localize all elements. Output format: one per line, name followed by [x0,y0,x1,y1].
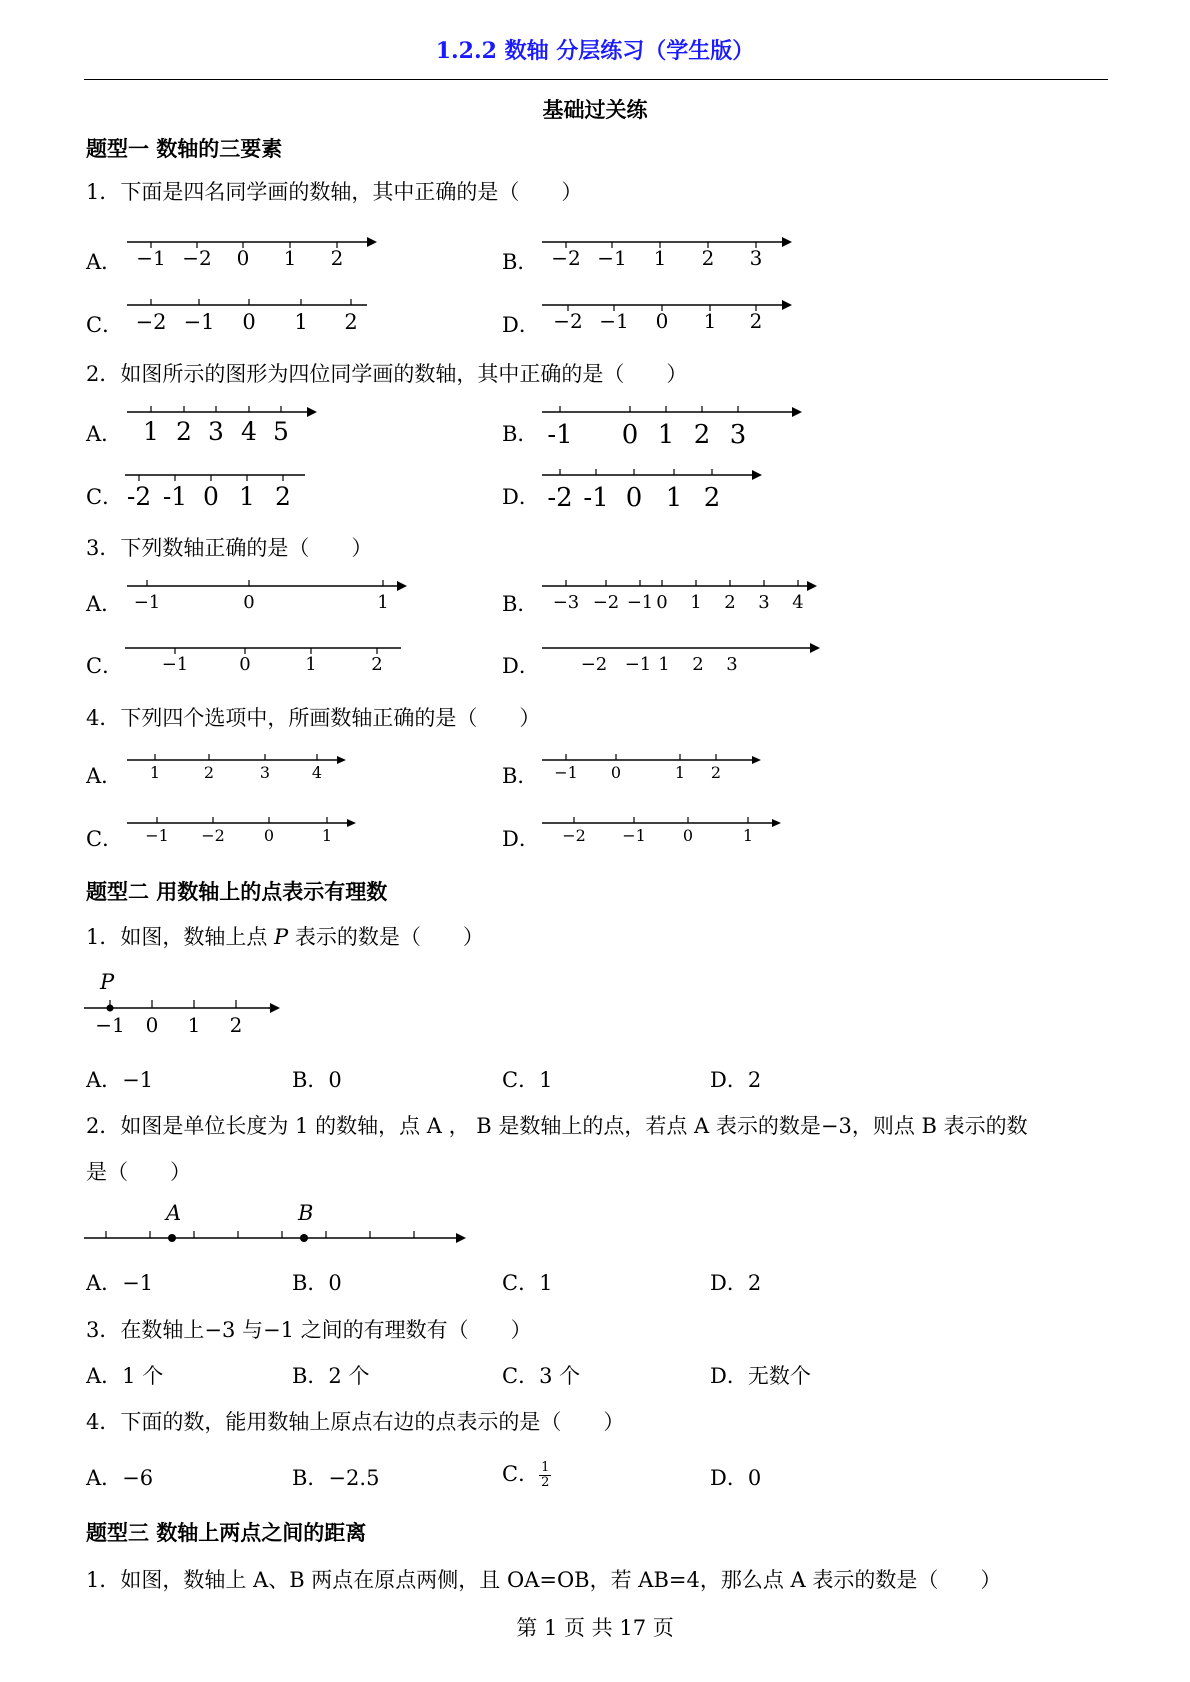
tick-label: 0 [621,420,639,450]
tick-label: −2 [562,826,586,845]
t1-q3-a-numberline [115,574,415,618]
tick-label: 3 [726,654,738,675]
t1-q1-a-numberline [115,230,375,276]
fraction-numerator: 1 [541,1460,550,1475]
t2-q3-option-b: B．2 个 [292,1364,370,1388]
tick-label: −1 [626,592,654,613]
t2-q2-option-d: D．2 [710,1271,762,1295]
tick-label: 3 [208,417,224,446]
tick-label: 2 [693,420,711,450]
section-heading: 基础过关练 [542,97,648,122]
tick-label: 0 [625,483,643,513]
tick-label: -1 [583,483,609,513]
t1-q3-text: 3．下列数轴正确的是（ ） [86,536,373,560]
t1-q1-d-label: D． [502,313,540,337]
t2-q1-point-label: P [100,970,115,994]
tick-label: −2 [182,246,212,270]
tick-label: −2 [553,309,583,333]
t1-q2-text: 2．如图所示的图形为四位同学画的数轴，其中正确的是（ ） [86,362,688,386]
t2-q2-point-a-label: A [166,1201,182,1225]
tick-label: 1 [283,246,297,270]
tick-label: 2 [330,246,344,270]
tick-label: 2 [229,1013,243,1037]
tick-label: −2 [580,654,608,675]
type3-title: 题型三 数轴上两点之间的距离 [86,1520,367,1545]
t2-q2-option-c: C．1 [502,1271,553,1295]
tick-label: -2 [126,482,152,511]
tick-label: 1 [653,246,667,270]
t1-q4-d-numberline [530,811,790,851]
t2-q2-option-b: B．0 [292,1271,342,1295]
t1-q4-c-numberline [115,811,365,851]
t1-q3-d-label: D． [502,654,540,678]
tick-label: −3 [552,592,580,613]
t2-q1-option-c: C．1 [502,1068,553,1092]
t1-q3-b-numberline [530,574,830,618]
tick-label: 0 [656,592,668,613]
tick-label: −1 [183,310,215,334]
tick-label: 1 [690,592,702,613]
tick-label: 0 [263,826,275,845]
page-footer: 第 1 页 共 17 页 [516,1616,674,1640]
t1-q2-c-label: C． [86,485,124,509]
tick-label: 0 [239,654,251,675]
t1-q4-c-label: C． [86,827,124,851]
tick-label: 1 [321,826,333,845]
tick-label: −2 [135,310,167,334]
document-title: 1.2.2 数轴 分层练习（学生版） [435,38,755,64]
t2-q4-option-a: A．−6 [86,1466,154,1490]
t2-q4-option-b: B．−2.5 [292,1466,380,1490]
tick-label: −1 [622,826,646,845]
tick-label: 2 [275,482,291,511]
t2-q1-option-b: B．0 [292,1068,342,1092]
t2-q2-numberline [84,1226,474,1250]
tick-label: −1 [597,246,627,270]
t2-q4-option-c-label: C． [502,1462,540,1486]
fraction-denominator: 2 [541,1475,550,1490]
t1-q3-c-label: C． [86,654,124,678]
tick-label: 2 [724,592,736,613]
tick-label: 1 [149,763,161,782]
tick-label: 3 [729,420,747,450]
t2-q3-option-a: A．1 个 [86,1364,164,1388]
t2-q2-point-b-label: B [298,1201,314,1225]
tick-label: 0 [242,310,256,334]
tick-label: 2 [203,763,215,782]
tick-label: 2 [692,654,704,675]
t1-q3-a-label: A． [86,592,123,616]
t3-q1-text: 1．如图，数轴上 A、B 两点在原点两侧，且 OA=OB，若 AB=4，那么点 A 表示的数是（ ） [86,1568,1002,1592]
t2-q3-text: 3．在数轴上−3 与−1 之间的有理数有（ ） [86,1318,532,1342]
tick-label: 2 [371,654,383,675]
t1-q1-c-numberline [115,293,375,339]
t2-q2-point-b [300,1234,308,1242]
t1-q4-text: 4．下列四个选项中，所画数轴正确的是（ ） [86,706,541,730]
t1-q2-a-label: A． [86,422,123,446]
tick-label: 3 [259,763,271,782]
tick-label: −2 [201,826,225,845]
t2-q4-option-c [502,1458,551,1490]
t1-q3-c-numberline [115,636,415,680]
tick-label: 1 [239,482,255,511]
tick-label: 4 [241,417,257,446]
tick-label: 2 [703,483,721,513]
tick-label: 2 [176,417,192,446]
tick-label: 4 [792,592,804,613]
tick-label: 0 [610,763,622,782]
t1-q2-c-numberline [115,463,335,513]
tick-label: −1 [133,592,161,613]
t1-q2-a-numberline [115,400,335,450]
t1-q3-d-numberline [530,636,830,680]
t2-q3-option-d: D．无数个 [710,1364,811,1388]
tick-label: 0 [682,826,694,845]
tick-label: 2 [749,309,763,333]
t2-q1-text-before: 1．如图，数轴上点 [86,925,275,949]
tick-label: -1 [162,482,188,511]
tick-label: 0 [243,592,255,613]
tick-label: −2 [592,592,620,613]
tick-label: −1 [161,654,189,675]
tick-label: 1 [703,309,717,333]
t1-q1-text: 1．下面是四名同学画的数轴，其中正确的是（ ） [86,180,583,204]
tick-label: 0 [203,482,219,511]
type1-title: 题型一 数轴的三要素 [86,136,283,161]
t1-q4-b-label: B． [502,764,539,788]
tick-label: 1 [674,763,686,782]
t1-q1-c-label: C． [86,313,124,337]
t2-q2-line2: 是（ ） [86,1160,191,1184]
tick-label: −1 [599,309,629,333]
t1-q2-b-label: B． [502,422,539,446]
t2-q4-fraction [539,1461,551,1490]
tick-label: 1 [294,310,308,334]
tick-label: −2 [551,246,581,270]
tick-label: 1 [665,483,683,513]
tick-label: 0 [145,1013,159,1037]
t1-q1-b-numberline [530,230,790,276]
t2-q1-text [86,921,484,951]
t1-q4-a-numberline [115,748,355,788]
tick-label: 1 [658,654,670,675]
t1-q4-a-label: A． [86,764,123,788]
tick-label: 3 [758,592,770,613]
t1-q3-b-label: B． [502,592,539,616]
t2-q4-option-d: D．0 [710,1466,762,1490]
tick-label: −1 [554,763,578,782]
t2-q4-text: 4．下面的数，能用数轴上原点右边的点表示的是（ ） [86,1410,625,1434]
t2-q1-option-a: A．−1 [86,1068,154,1092]
t1-q4-d-label: D． [502,827,540,851]
tick-label: −1 [136,246,166,270]
tick-label: 1 [143,417,159,446]
t2-q1-option-d: D．2 [710,1068,762,1092]
t1-q2-d-label: D． [502,485,540,509]
header-divider [84,79,1108,80]
t2-q1-var-p: P [274,925,289,949]
tick-label: 1 [742,826,754,845]
tick-label: 1 [657,420,675,450]
tick-label: −1 [145,826,169,845]
t2-q2-option-a: A．−1 [86,1271,154,1295]
t1-q1-a-label: A． [86,250,123,274]
tick-label: 0 [236,246,250,270]
t2-q3-option-c: C．3 个 [502,1364,581,1388]
tick-label: 5 [273,417,289,446]
t2-q1-text-after: 表示的数是（ ） [288,925,484,949]
t1-q1-d-numberline [530,293,790,339]
t1-q2-b-numberline [530,400,820,450]
tick-label: -1 [547,420,573,450]
t1-q2-d-numberline [530,463,780,513]
t1-q4-b-numberline [530,748,770,788]
t2-q2-line1: 2．如图是单位长度为 1 的数轴，点 A ， B 是数轴上的点，若点 A 表示的数是−3，则点 B 表示的数 [86,1114,1028,1138]
tick-label: 2 [710,763,722,782]
tick-label: −1 [624,654,652,675]
tick-label: 1 [377,592,389,613]
tick-label: -2 [547,483,573,513]
tick-label: 3 [749,246,763,270]
tick-label: 2 [344,310,358,334]
tick-label: 1 [305,654,317,675]
tick-label: 2 [701,246,715,270]
type2-title: 题型二 用数轴上的点表示有理数 [86,879,388,904]
t2-q2-point-a [168,1234,176,1242]
tick-label: 1 [187,1013,201,1037]
tick-label: 4 [311,763,323,782]
t1-q1-b-label: B． [502,250,539,274]
tick-label: −1 [95,1013,125,1037]
tick-label: 0 [655,309,669,333]
t2-q1-numberline [84,996,284,1040]
